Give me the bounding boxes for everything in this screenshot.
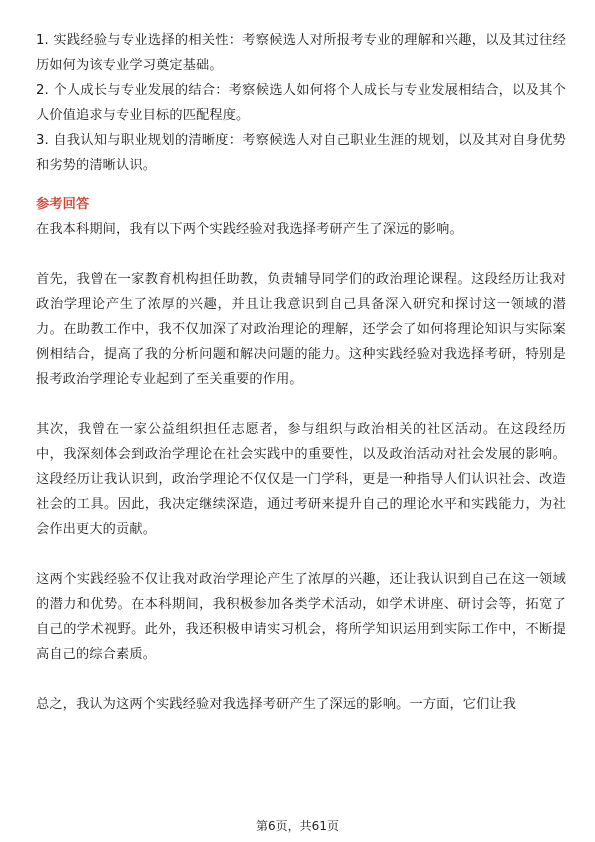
answer-paragraph-4: 总之，我认为这两个实践经验对我选择考研产生了深远的影响。一方面，它们让我 xyxy=(36,697,517,712)
answer-heading: 参考回答 xyxy=(36,197,90,212)
answer-intro: 在我本科期间，我有以下两个实践经验对我选择考研产生了深远的影响。 xyxy=(36,222,463,237)
criterion-2: 2. 个人成长与专业发展的结合：考察候选人如何将个人成长与专业发展相结合，以及其个人价值追求与专业目标的匹配程度。 xyxy=(36,83,566,123)
answer-paragraph-3: 这两个实践经验不仅让我对政治学理论产生了浓厚的兴趣，还让我认识到自己在这一领域的潜力和优势。在本科期间，我积极参加各类学术活动，如学术讲座、研讨会等，拓宽了自己的学术视野。此外，我还积极申请实习机会，将所学知识运用到实际工作中，不断提高自己的综合素质。 xyxy=(36,572,566,662)
answer-paragraph-2: 其次，我曾在一家公益组织担任志愿者，参与组织与政治相关的社区活动。在这段经历中，我深刻体会到政治学理论在社会实践中的重要性，以及政治活动对社会发展的影响。这段经历让我认识到，政治学理论不仅仅是一门学科，更是一种指导人们认识社会、改造社会的工具。因此，我决定继续深造，通过考研来提升自己的理论水平和实践能力，为社会作出更大的贡献。 xyxy=(36,422,566,537)
page-content xyxy=(36,28,566,742)
answer-paragraph-1: 首先，我曾在一家教育机构担任助教，负责辅导同学们的政治理论课程。这段经历让我对政治学理论产生了浓厚的兴趣，并且让我意识到自己具备深入研究和探讨这一领域的潜力。在助教工作中，我不仅加深了对政治理论的理解，还学会了如何将理论知识与实际案例相结合，提高了我的分析问题和解决问题的能力。这种实践经验对我选择考研，特别是报考政治学理论专业起到了至关重要的作用。 xyxy=(36,272,566,387)
page-footer: 第6页，共61页 xyxy=(256,819,339,833)
criterion-1: 1. 实践经验与专业选择的相关性：考察候选人对所报考专业的理解和兴趣，以及其过往经历如何为该专业学习奠定基础。 xyxy=(36,33,566,73)
criterion-3: 3. 自我认知与职业规划的清晰度：考察候选人对自己职业生涯的规划，以及其对自身优势和劣势的清晰认识。 xyxy=(36,133,566,173)
